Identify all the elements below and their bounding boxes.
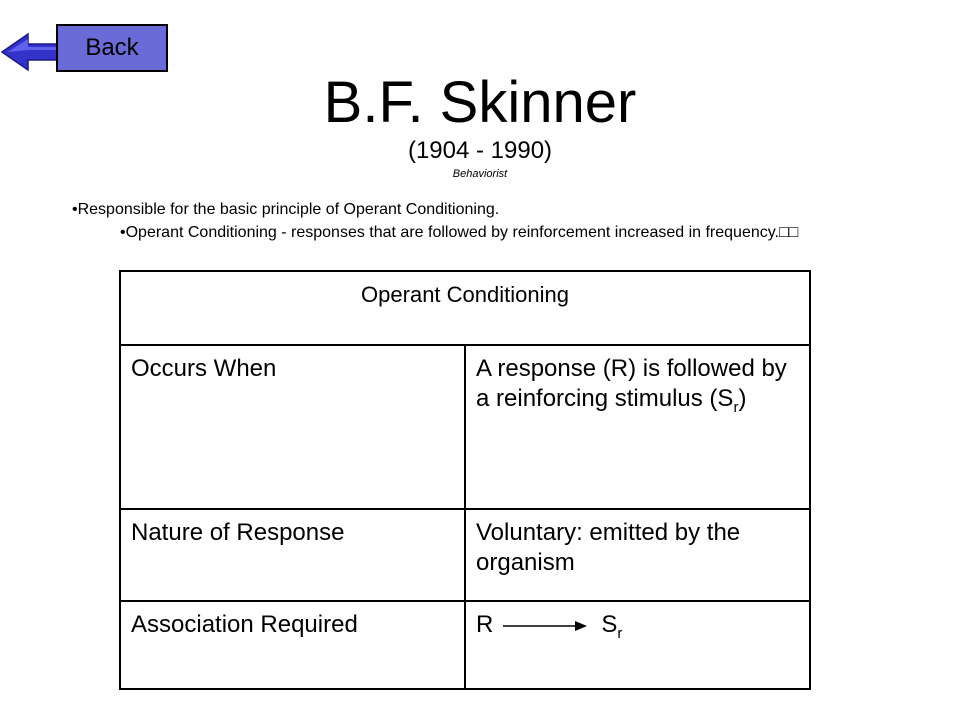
table-row bbox=[120, 345, 810, 509]
right-arrow-icon bbox=[503, 619, 587, 633]
table-row bbox=[120, 601, 810, 689]
row-label-nature: Nature of Response bbox=[120, 509, 465, 601]
bullet-principle: •Responsible for the basic principle of Operant Conditioning. bbox=[72, 201, 500, 218]
association-from: R bbox=[476, 611, 494, 638]
table-row bbox=[120, 509, 810, 601]
subscript-r: r bbox=[733, 398, 739, 416]
table-header-row bbox=[120, 271, 810, 345]
occurs-when-text-end: ) bbox=[738, 385, 747, 412]
row-label-association: Association Required bbox=[120, 601, 465, 689]
page-title: B.F. Skinner bbox=[323, 70, 637, 135]
table-header-cell: Operant Conditioning bbox=[120, 271, 810, 345]
role-caption: Behaviorist bbox=[452, 168, 508, 180]
row-label-occurs-when: Occurs When bbox=[120, 345, 465, 509]
occurs-when-text: A response (R) is followed by a reinforcing stimulus (S bbox=[476, 355, 787, 412]
bullet-definition: •Operant Conditioning - responses that are followed by reinforcement increased in frequency.□□ bbox=[120, 224, 799, 241]
association-to: S bbox=[601, 611, 618, 638]
row-value-nature: Voluntary: emitted by the organism bbox=[465, 509, 810, 601]
row-value-association bbox=[465, 601, 810, 689]
lifespan-years: (1904 - 1990) bbox=[407, 137, 553, 164]
back-button[interactable]: Back bbox=[56, 24, 168, 72]
operant-conditioning-table bbox=[119, 270, 811, 690]
row-value-occurs-when bbox=[465, 345, 810, 509]
subscript-r: r bbox=[617, 624, 623, 642]
